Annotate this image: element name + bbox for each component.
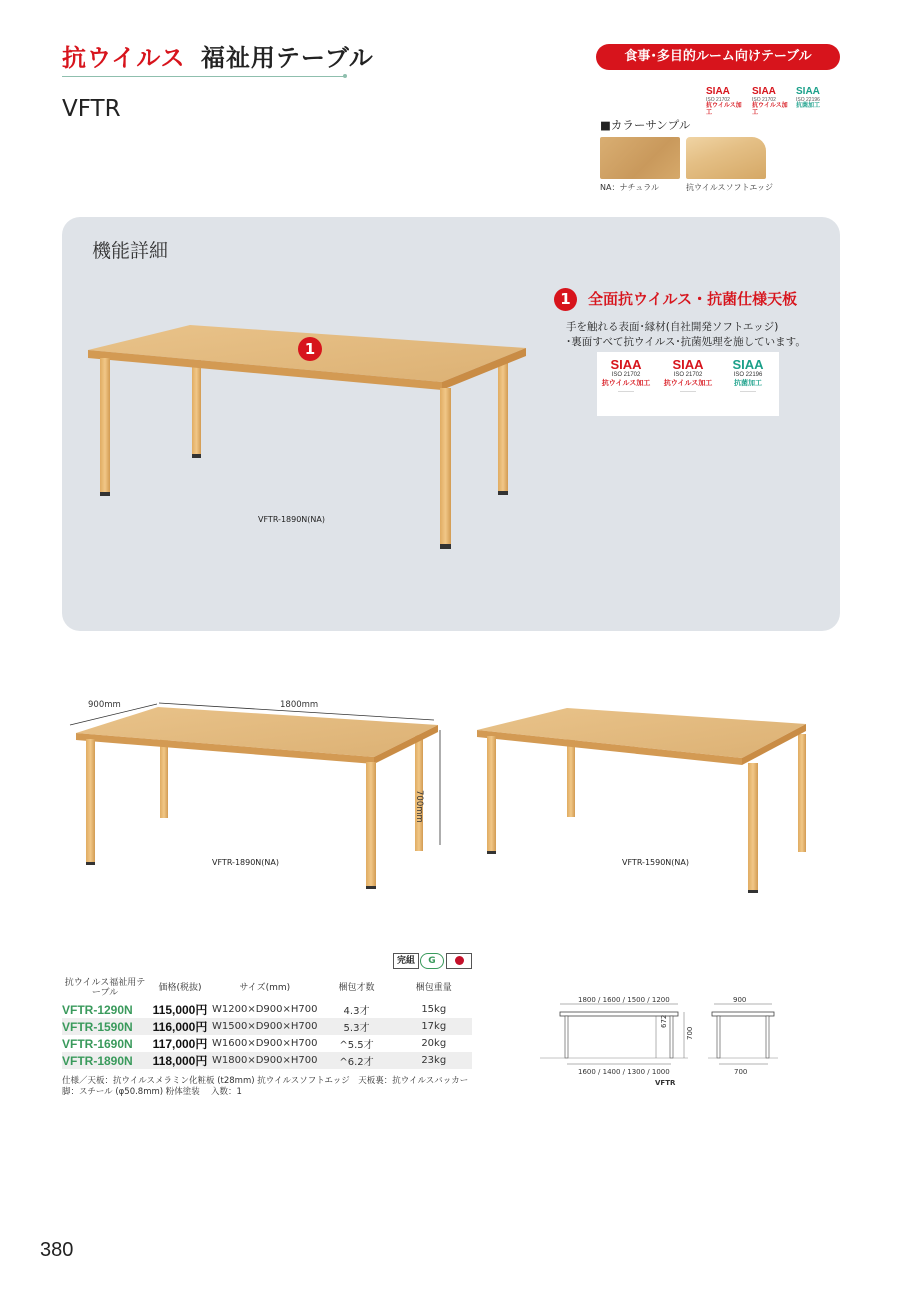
col-header-price: 価格(税抜) [158, 983, 202, 993]
cert-fine-print: ———— [680, 388, 696, 393]
model-name: VFTR [62, 96, 121, 122]
product-code: VFTR-1890N [62, 1052, 148, 1069]
cert-fine-print: ———— [618, 388, 634, 393]
table-row [62, 1035, 472, 1052]
product-size: W1500×D900×H700 [212, 1018, 318, 1035]
swatch-natural [600, 137, 680, 179]
col-header-volume: 梱包才数 [338, 983, 375, 993]
spec-table [62, 975, 472, 1069]
cert-antiviral-2 [661, 358, 715, 393]
drawing-bottom-widths: 1600 / 1400 / 1300 / 1000 [578, 1068, 670, 1076]
cert-antibacterial [721, 358, 775, 393]
cert-fine-print: ———— [740, 388, 756, 393]
product-size: W1600×D900×H700 [212, 1038, 318, 1049]
siaa-iso: ISO 22196 [796, 97, 820, 103]
col-header-size: サイズ(mm) [239, 983, 291, 993]
flag-japan-icon [446, 953, 472, 969]
product-volume: 4.3才 [343, 1006, 370, 1017]
page-number: 380 [40, 1239, 74, 1261]
cert-word: SIAA [610, 357, 642, 372]
col-header-weight: 梱包重量 [415, 983, 452, 993]
drawing-caption: VFTR [655, 1079, 676, 1087]
product-code: VFTR-1290N [62, 1002, 133, 1017]
cert-iso: ISO 21702 [611, 372, 641, 378]
title-underline-dot [343, 74, 347, 78]
cert-iso: ISO 22196 [733, 372, 763, 378]
title-main: 福祉用テーブル [200, 44, 374, 72]
feature-number-badge: 1 [554, 288, 577, 311]
swatch-caption-soft-edge: 抗ウイルスソフトエッジ [686, 183, 774, 192]
product-volume: ^6.2才 [318, 1052, 396, 1069]
title-underline [62, 76, 344, 77]
product-price: 118,000円 [148, 1052, 212, 1069]
assembled-icon: 完組 [393, 953, 419, 969]
dim-depth-label: 900mm [88, 700, 121, 710]
feature-description [566, 320, 806, 350]
product-volume: ^5.5才 [339, 1040, 374, 1051]
swatch-caption-natural: NA：ナチュラル [600, 183, 659, 192]
spec-note: 仕様／天板：抗ウイルスメラミン化粧板 (t28mm) 抗ウイルスソフトエッジ 天板裏：抗ウイルスバッカー 脚：スチール (φ50.8mm) 粉体塗装 入数：1 [62, 1076, 477, 1097]
cert-label: 抗ウイルス加工 [663, 380, 713, 387]
table-row [62, 1052, 472, 1069]
g-mark-icon: G [420, 953, 444, 969]
siaa-mark-antiviral-1 [706, 86, 746, 122]
product-caption-1890: VFTR-1890N(NA) [212, 858, 279, 867]
drawing-inner-height: 672 [660, 1014, 668, 1028]
product-weight: 17kg [396, 1018, 473, 1035]
cert-iso: ISO 21702 [673, 372, 703, 378]
table-row [62, 1001, 472, 1018]
product-code: VFTR-1590N [62, 1018, 148, 1035]
spec-header-row [62, 975, 472, 1001]
cert-label: 抗ウイルス加工 [601, 380, 651, 387]
siaa-iso: ISO 21702 [752, 97, 776, 103]
title-accent: 抗ウイルス [62, 44, 186, 72]
product-caption-1590: VFTR-1590N(NA) [622, 858, 689, 867]
dim-height-label: 700mm [414, 790, 424, 823]
cert-word: SIAA [732, 357, 764, 372]
feature-desc-line-1: 手を触れる表面･縁材(自社開発ソフトエッジ) [566, 321, 779, 333]
siaa-label: 抗ウイルス加工 [752, 103, 788, 116]
cert-label: 抗菌加工 [734, 380, 762, 387]
page-title [62, 38, 374, 73]
drawing-top-widths: 1800 / 1600 / 1500 / 1200 [578, 996, 670, 1004]
feature-title: 全面抗ウイルス・抗菌仕様天板 [588, 290, 798, 308]
dim-width-label: 1800mm [280, 700, 319, 710]
siaa-iso: ISO 21702 [706, 97, 730, 103]
callout-marker: 1 [298, 337, 322, 361]
product-size: W1800×D900×H700 [212, 1052, 318, 1069]
siaa-label: 抗菌加工 [796, 103, 821, 109]
product-volume: 5.3才 [318, 1018, 396, 1035]
cert-antiviral-1 [599, 358, 653, 393]
product-code: VFTR-1690N [62, 1036, 133, 1051]
feature-image-caption: VFTR-1890N(NA) [258, 515, 325, 524]
product-price: 116,000円 [148, 1018, 212, 1035]
drawing-leg-span: 700 [734, 1068, 748, 1076]
siaa-word: SIAA [706, 86, 730, 97]
col-header-name: 抗ウイルス福祉用テーブル [64, 978, 146, 998]
feature-panel-title: 機能詳細 [92, 240, 169, 262]
siaa-word: SIAA [796, 86, 820, 97]
swatch-soft-edge [686, 137, 766, 179]
drawing-side-width: 900 [733, 996, 747, 1004]
siaa-mark-antiviral-2 [752, 86, 792, 122]
product-weight: 23kg [396, 1052, 473, 1069]
cert-word: SIAA [672, 357, 704, 372]
drawing-height: 700 [686, 1026, 694, 1040]
siaa-label: 抗ウイルス加工 [706, 103, 742, 116]
product-size: W1200×D900×H700 [212, 1004, 318, 1015]
product-weight: 20kg [421, 1038, 447, 1049]
color-sample-heading: ■カラーサンプル [600, 118, 691, 132]
cert-strip [597, 352, 779, 416]
table-illustration-1590 [472, 700, 817, 900]
product-weight: 15kg [421, 1004, 447, 1015]
feature-desc-line-2: ･裏面すべて抗ウイルス･抗菌処理を施しています。 [566, 336, 806, 348]
siaa-mark-antibacterial [796, 86, 836, 122]
siaa-word: SIAA [752, 86, 776, 97]
table-row [62, 1018, 472, 1035]
product-price: 117,000円 [152, 1037, 208, 1051]
category-badge: 食事･多目的ルーム向けテーブル [596, 44, 840, 70]
product-price: 115,000円 [152, 1003, 208, 1017]
